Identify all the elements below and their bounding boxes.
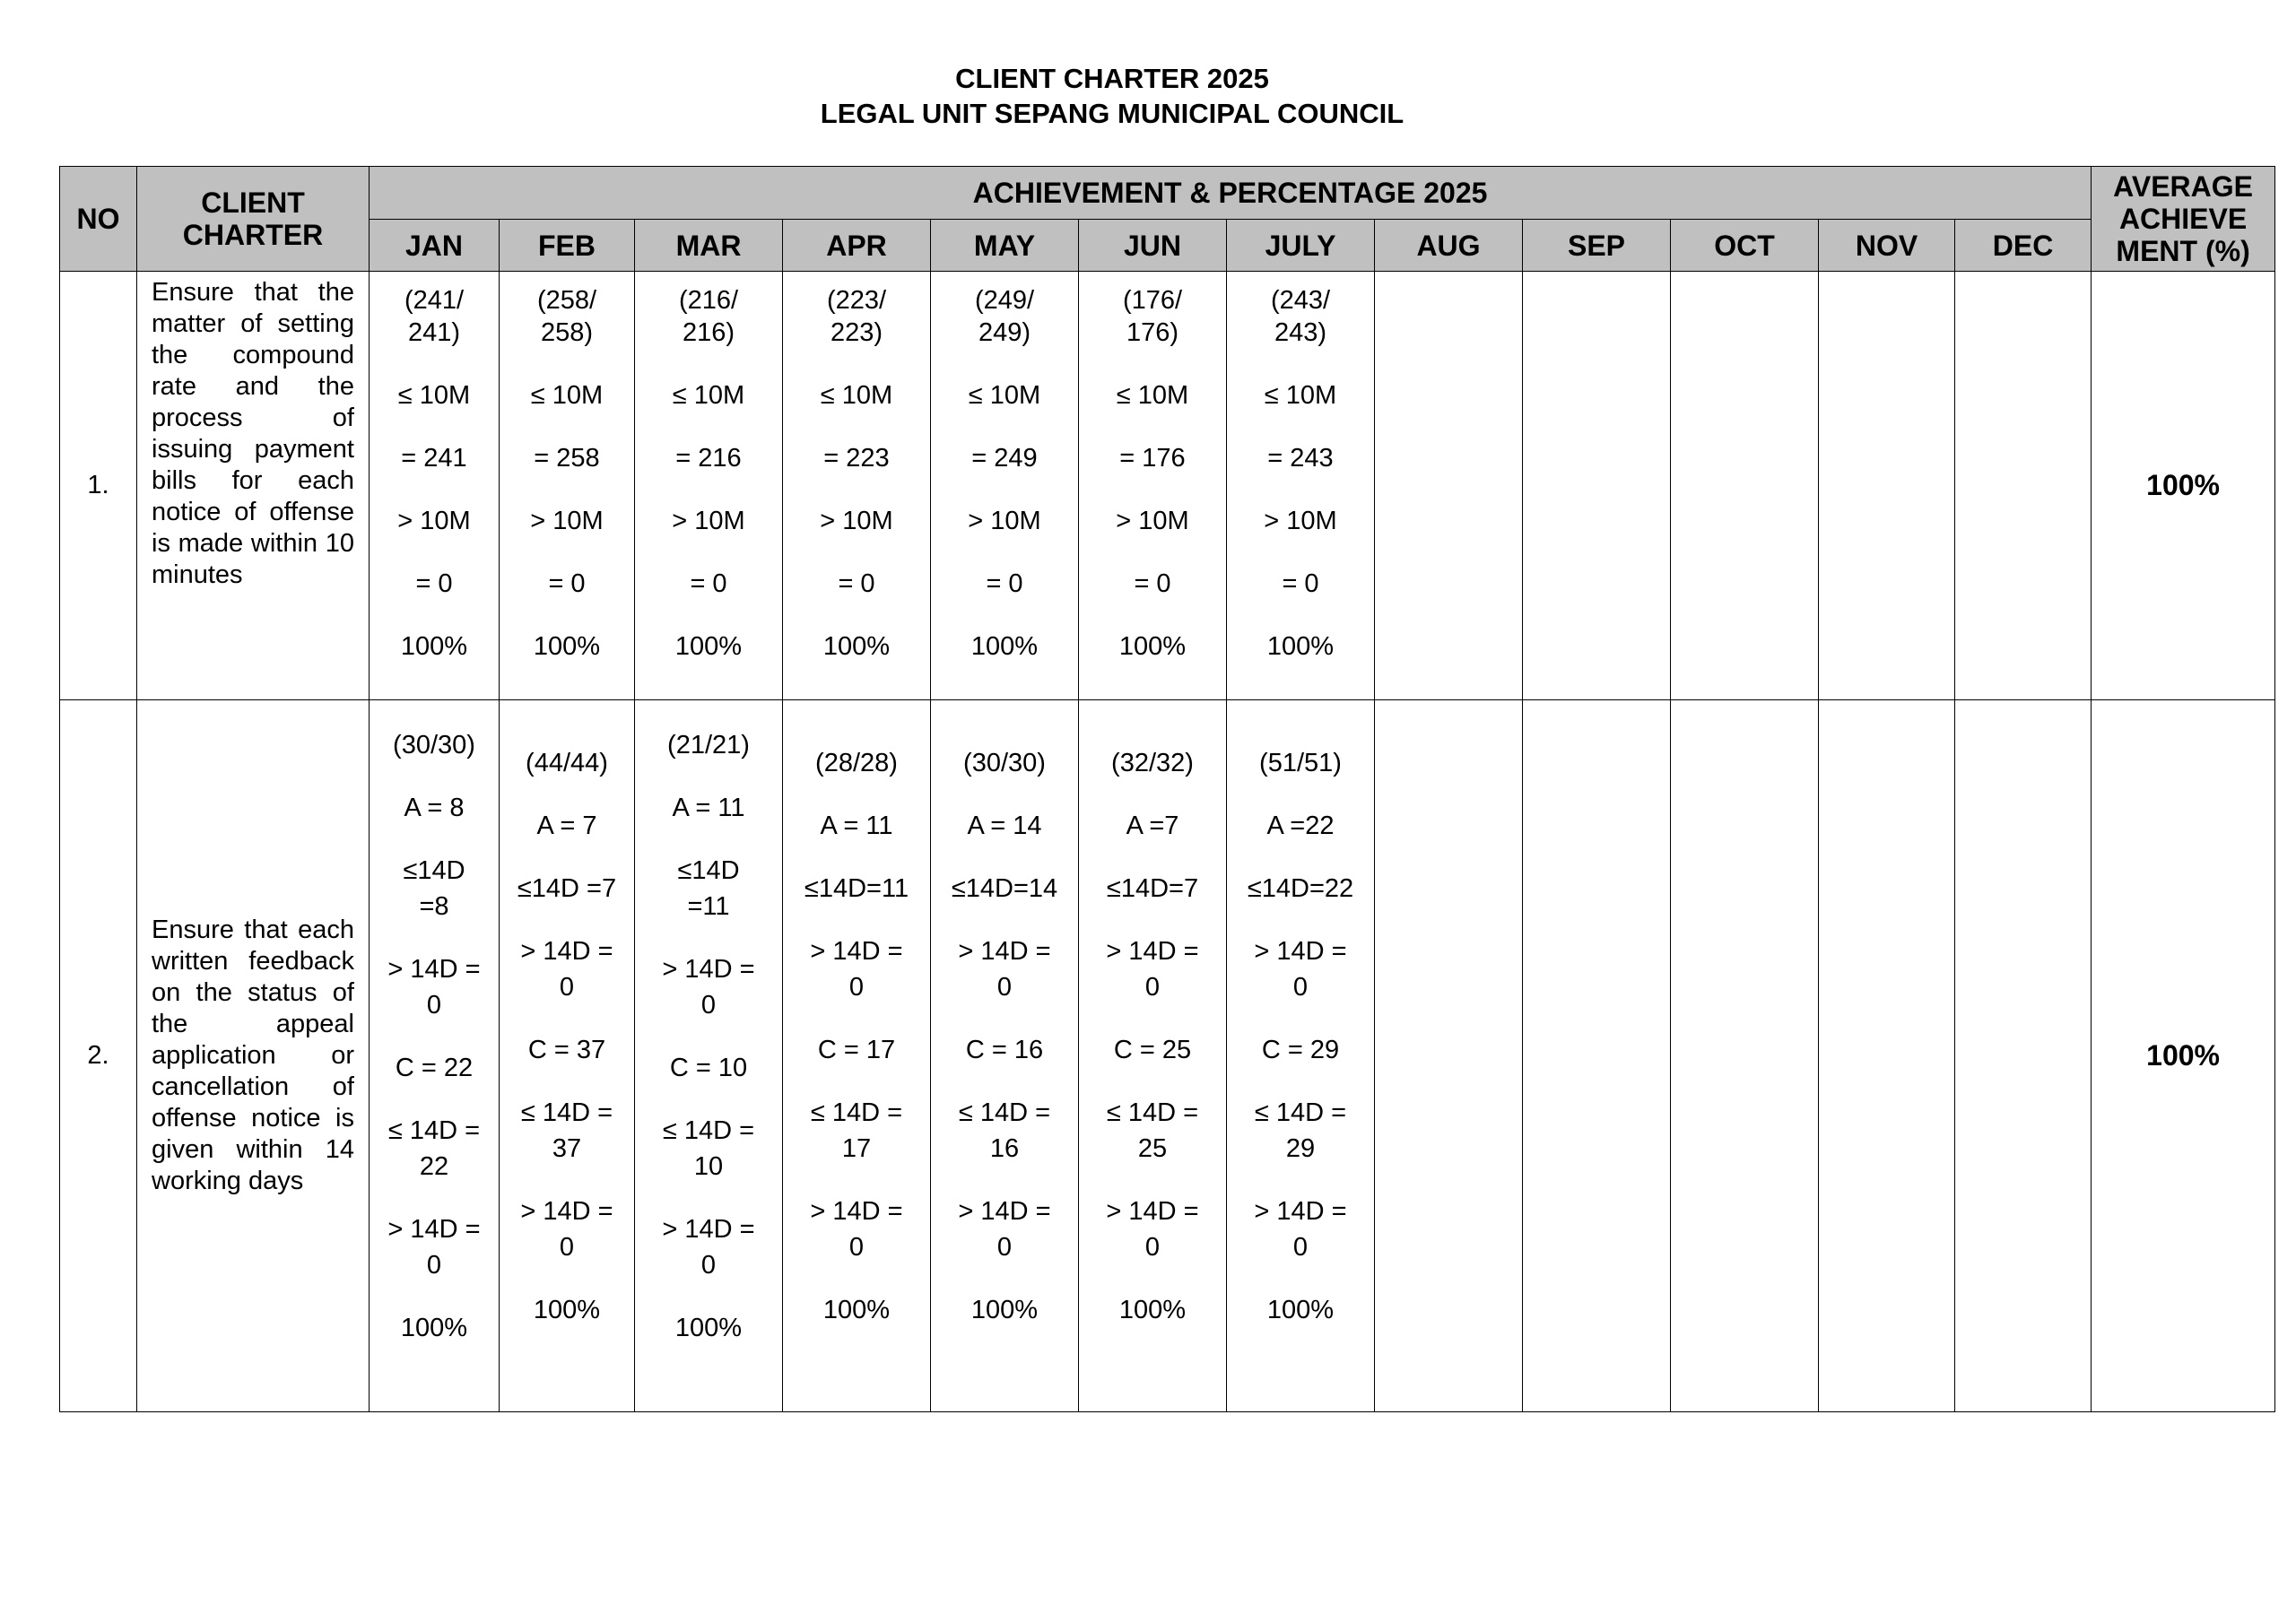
cell-line: (241/ <box>404 286 465 315</box>
cell-line: = 243 <box>1267 444 1334 473</box>
month-cell-jun <box>1079 272 1227 700</box>
cell-line: 22 <box>419 1152 449 1181</box>
cell-line: 29 <box>1285 1134 1316 1163</box>
cell-line: 100% <box>822 1296 891 1324</box>
cell-line: > 14D = <box>387 955 481 984</box>
cell-line: > 14D = <box>1254 937 1347 966</box>
charter-description: Ensure that each written feedback on the status of the appeal application or cancellation of offense notice is given within 14 working days <box>137 700 370 1412</box>
month-cell-mar <box>635 272 783 700</box>
month-cell-jan <box>370 272 500 700</box>
cell-line: ≤ 10M <box>820 381 893 410</box>
cell-line: C = 29 <box>1261 1036 1340 1064</box>
cell-line: 241) <box>407 318 461 347</box>
header-no: NO <box>60 167 137 272</box>
cell-line: A = 14 <box>967 812 1042 840</box>
average-achievement: 100% <box>2092 700 2275 1412</box>
cell-line: 100% <box>1266 1296 1335 1324</box>
month-cell-may <box>931 272 1079 700</box>
cell-line: C = 22 <box>395 1054 474 1082</box>
cell-line: > 10M <box>672 507 745 535</box>
cell-line: 100% <box>674 632 743 661</box>
cell-line: > 14D = <box>810 1197 903 1226</box>
cell-line: A =22 <box>1266 812 1335 840</box>
cell-line: = 216 <box>675 444 742 473</box>
cell-line: ≤ 14D = <box>662 1116 755 1145</box>
cell-line: C = 25 <box>1113 1036 1192 1064</box>
cell-line: > 14D = <box>958 1197 1051 1226</box>
cell-line: (28/28) <box>815 749 898 777</box>
month-header: JUN <box>1079 220 1227 272</box>
cell-line: 100% <box>1118 1296 1187 1324</box>
header-average-line3: MENT (%) <box>2116 235 2250 267</box>
cell-line: ≤ 10M <box>397 381 471 410</box>
average-achievement: 100% <box>2092 272 2275 700</box>
cell-line: = 0 <box>1134 569 1171 598</box>
cell-line: 0 <box>848 973 865 1002</box>
cell-line: (30/30) <box>393 731 475 759</box>
cell-line: = 223 <box>823 444 890 473</box>
cell-line: (223/ <box>826 286 887 315</box>
month-header: MAY <box>931 220 1079 272</box>
cell-line: 100% <box>1118 632 1187 661</box>
month-cell-apr <box>783 700 931 1412</box>
cell-line: = 0 <box>1282 569 1319 598</box>
cell-line: (258/ <box>536 286 597 315</box>
month-cell-feb <box>500 700 635 1412</box>
month-cell-feb <box>500 272 635 700</box>
cell-line: A = 7 <box>536 812 597 840</box>
cell-line: 0 <box>559 1233 575 1262</box>
cell-line: 17 <box>841 1134 872 1163</box>
month-cell-aug <box>1375 272 1523 700</box>
cell-line: 37 <box>552 1134 582 1163</box>
cell-line: A =7 <box>1126 812 1179 840</box>
month-header: APR <box>783 220 931 272</box>
cell-line: = 258 <box>534 444 600 473</box>
month-cell-july <box>1227 700 1375 1412</box>
cell-line: > 14D = <box>387 1215 481 1244</box>
cell-line: 216) <box>682 318 735 347</box>
cell-line: > 14D = <box>662 955 755 984</box>
cell-line: > 10M <box>530 507 604 535</box>
cell-line: > 14D = <box>1254 1197 1347 1226</box>
table-row <box>60 700 2275 1412</box>
charter-description: Ensure that the matter of setting the compound rate and the process of issuing payment bills for each notice of offense is made within 10 minutes <box>137 272 370 700</box>
month-header: FEB <box>500 220 635 272</box>
cell-line: 0 <box>426 991 442 1020</box>
cell-line: (51/51) <box>1259 749 1342 777</box>
document-subtitle: LEGAL UNIT SEPANG MUNICIPAL COUNCIL <box>820 98 1405 129</box>
month-header: SEP <box>1523 220 1671 272</box>
cell-line: A = 11 <box>820 812 893 840</box>
cell-line: ≤14D=14 <box>951 874 1058 903</box>
cell-line: C = 16 <box>965 1036 1044 1064</box>
header-achievement: ACHIEVEMENT & PERCENTAGE 2025 <box>370 167 2092 220</box>
cell-line: > 10M <box>820 507 893 535</box>
month-cell-oct <box>1671 700 1819 1412</box>
cell-line: = 249 <box>971 444 1038 473</box>
month-header: AUG <box>1375 220 1523 272</box>
cell-line: = 241 <box>401 444 467 473</box>
cell-line: (216/ <box>678 286 739 315</box>
cell-line: 0 <box>1292 1233 1309 1262</box>
month-header: DEC <box>1955 220 2092 272</box>
cell-line: 0 <box>700 1251 717 1280</box>
cell-line: > 10M <box>397 507 471 535</box>
table-row <box>60 272 2275 700</box>
cell-line: 100% <box>533 1296 601 1324</box>
cell-line: ≤14D=11 <box>804 874 909 903</box>
cell-line: ≤14D =7 <box>517 874 617 903</box>
cell-line: (44/44) <box>526 749 608 777</box>
cell-line: ≤ 10M <box>1264 381 1337 410</box>
cell-line: 100% <box>1266 632 1335 661</box>
cell-line: ≤14D=7 <box>1106 874 1199 903</box>
month-cell-apr <box>783 272 931 700</box>
cell-line: = 0 <box>690 569 727 598</box>
cell-line: 25 <box>1137 1134 1168 1163</box>
cell-line: 100% <box>970 1296 1039 1324</box>
month-cell-dec <box>1955 272 2092 700</box>
cell-line: 0 <box>1144 973 1161 1002</box>
cell-line: (21/21) <box>667 731 750 759</box>
cell-line: = 176 <box>1119 444 1186 473</box>
month-cell-sep <box>1523 700 1671 1412</box>
cell-line: 0 <box>559 973 575 1002</box>
cell-line: (249/ <box>974 286 1035 315</box>
month-header: JAN <box>370 220 500 272</box>
cell-line: = 0 <box>838 569 875 598</box>
cell-line: = 0 <box>986 569 1023 598</box>
cell-line: C = 17 <box>817 1036 896 1064</box>
cell-line: ≤ 14D = <box>520 1098 613 1127</box>
header-average-line1: AVERAGE <box>2113 170 2253 203</box>
cell-line: ≤ 14D = <box>1254 1098 1347 1127</box>
cell-line: 0 <box>996 1233 1013 1262</box>
cell-line: =8 <box>419 892 449 921</box>
cell-line: ≤ 10M <box>1116 381 1189 410</box>
cell-line: ≤14D <box>677 856 740 885</box>
cell-line: =11 <box>687 892 730 921</box>
cell-line: > 14D = <box>810 937 903 966</box>
cell-line: 10 <box>693 1152 724 1181</box>
month-cell-july <box>1227 272 1375 700</box>
cell-line: 258) <box>540 318 594 347</box>
header-client-charter-line2: CHARTER <box>182 219 324 251</box>
cell-line: 100% <box>822 632 891 661</box>
month-cell-aug <box>1375 700 1523 1412</box>
cell-line: 0 <box>996 973 1013 1002</box>
cell-line: 223) <box>830 318 883 347</box>
cell-line: 0 <box>426 1251 442 1280</box>
month-cell-oct <box>1671 272 1819 700</box>
cell-line: 100% <box>400 632 468 661</box>
month-cell-may <box>931 700 1079 1412</box>
cell-line: ≤ 14D = <box>1106 1098 1199 1127</box>
cell-line: ≤14D=22 <box>1247 874 1354 903</box>
cell-line: 16 <box>989 1134 1020 1163</box>
cell-line: 0 <box>700 991 717 1020</box>
cell-line: (32/32) <box>1111 749 1194 777</box>
cell-line: ≤14D <box>403 856 465 885</box>
client-charter-table <box>59 166 2275 1412</box>
month-cell-jun <box>1079 700 1227 1412</box>
cell-line: > 14D = <box>662 1215 755 1244</box>
cell-line: 249) <box>978 318 1031 347</box>
month-cell-nov <box>1819 272 1955 700</box>
cell-line: = 0 <box>548 569 586 598</box>
month-header: MAR <box>635 220 783 272</box>
cell-line: 176) <box>1126 318 1179 347</box>
header-average-line2: ACHIEVE <box>2118 203 2248 235</box>
cell-line: A = 11 <box>672 794 745 822</box>
row-number: 1. <box>60 272 137 700</box>
header-client-charter <box>137 167 370 272</box>
month-cell-nov <box>1819 700 1955 1412</box>
month-cell-sep <box>1523 272 1671 700</box>
header-client-charter-line1: CLIENT <box>201 187 305 219</box>
cell-line: = 0 <box>415 569 453 598</box>
month-header: OCT <box>1671 220 1819 272</box>
cell-line: 100% <box>400 1314 468 1342</box>
cell-line: 100% <box>533 632 601 661</box>
cell-line: (176/ <box>1122 286 1183 315</box>
month-header: NOV <box>1819 220 1955 272</box>
cell-line: 0 <box>1292 973 1309 1002</box>
cell-line: C = 37 <box>527 1036 606 1064</box>
cell-line: ≤ 10M <box>968 381 1041 410</box>
cell-line: 0 <box>1144 1233 1161 1262</box>
cell-line: 100% <box>674 1314 743 1342</box>
cell-line: > 14D = <box>1106 1197 1199 1226</box>
cell-line: ≤ 14D = <box>958 1098 1051 1127</box>
cell-line: 100% <box>970 632 1039 661</box>
cell-line: > 14D = <box>958 937 1051 966</box>
header-average-achievement <box>2092 167 2275 272</box>
cell-line: ≤ 10M <box>530 381 604 410</box>
cell-line: 0 <box>848 1233 865 1262</box>
cell-line: (30/30) <box>963 749 1046 777</box>
cell-line: > 10M <box>968 507 1041 535</box>
month-cell-mar <box>635 700 783 1412</box>
cell-line: > 14D = <box>1106 937 1199 966</box>
cell-line: ≤ 10M <box>672 381 745 410</box>
row-number: 2. <box>60 700 137 1412</box>
month-cell-jan <box>370 700 500 1412</box>
cell-line: > 10M <box>1116 507 1189 535</box>
cell-line: ≤ 14D = <box>387 1116 481 1145</box>
document-title: CLIENT CHARTER 2025 <box>955 63 1269 94</box>
month-header: JULY <box>1227 220 1375 272</box>
cell-line: > 14D = <box>520 1197 613 1226</box>
cell-line: 243) <box>1274 318 1327 347</box>
cell-line: ≤ 14D = <box>810 1098 903 1127</box>
cell-line: A = 8 <box>404 794 465 822</box>
cell-line: (243/ <box>1270 286 1331 315</box>
month-cell-dec <box>1955 700 2092 1412</box>
cell-line: C = 10 <box>669 1054 748 1082</box>
cell-line: > 14D = <box>520 937 613 966</box>
cell-line: > 10M <box>1264 507 1337 535</box>
